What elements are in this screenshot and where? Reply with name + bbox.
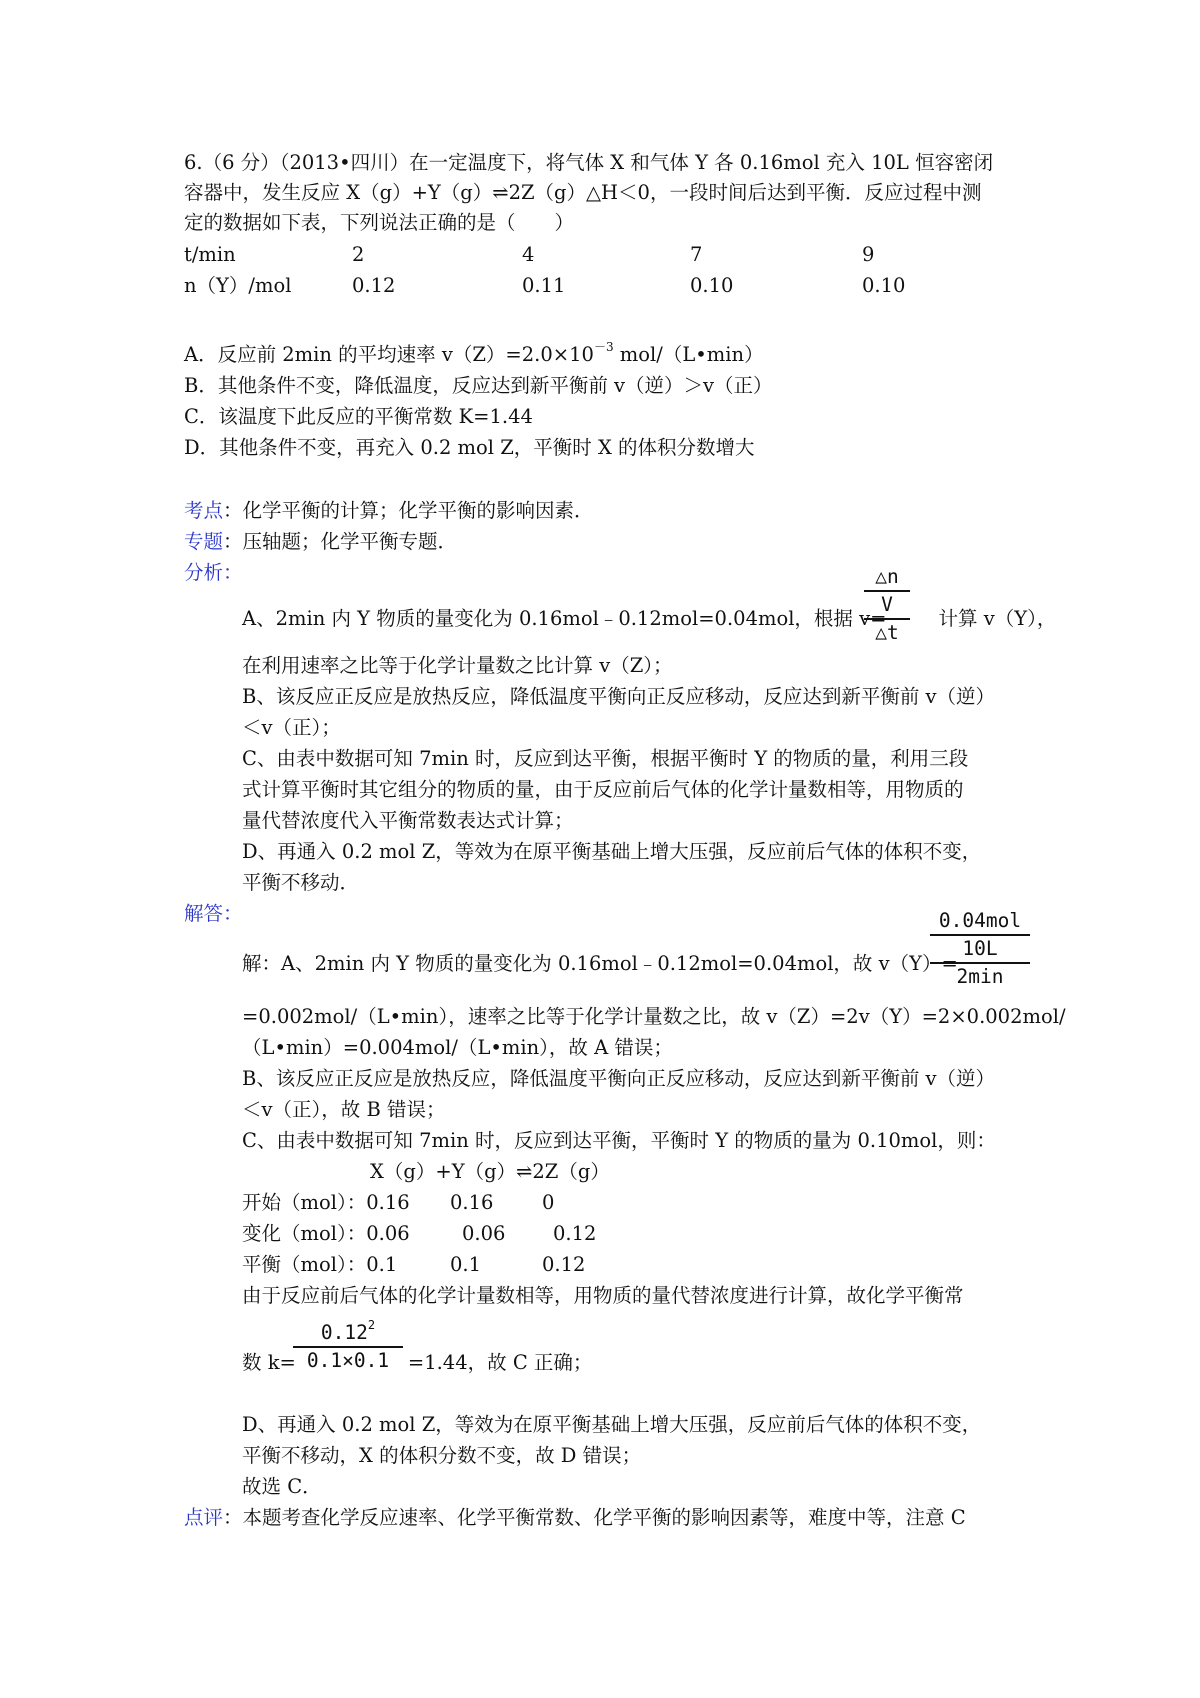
fraction-numerator: 0.04mol: [938, 909, 1022, 932]
fenxi-c-line-1: C、由表中数据可知 7min 时，反应到达平衡，根据平衡时 Y 的物质的量，利用三段: [242, 747, 969, 770]
kaodian-label: 考点: [184, 499, 224, 522]
jieda-label: 解答：: [184, 902, 243, 925]
zhuanti-text: ：压轴题；化学平衡专题．: [223, 530, 458, 553]
stage-cell: 0.12: [542, 1253, 586, 1276]
stage-cell: 0.06: [462, 1222, 506, 1245]
table-cell: 0.12: [352, 274, 396, 297]
fenxi-c-line-2: 式计算平衡时其它组分的物质的量，由于反应前后气体的化学计量数相等，用物质的: [242, 778, 964, 801]
fenxi-a-line-1: [242, 604, 1056, 634]
stage-cell: 0: [542, 1191, 555, 1214]
k-numerator-exponent: 2: [367, 1318, 376, 1332]
fenxi-a-text-end: 计算 v（Y），: [938, 607, 1057, 630]
stage-cell: 平衡（mol）：0.1: [242, 1253, 398, 1276]
reaction-equation: X（g）+Y（g）⇌2Z（g）: [370, 1160, 610, 1183]
k-numerator-value: 0.12: [320, 1321, 368, 1344]
stage-cell: 开始（mol）：0.16: [242, 1191, 410, 1214]
option-d: D．其他条件不变，再充入 0.2 mol Z，平衡时 X 的体积分数增大: [184, 436, 755, 459]
jieda-b-line-1: B、该反应正反应是放热反应，降低温度平衡向正反应移动，反应达到新平衡前 v（逆）: [242, 1067, 996, 1090]
dianping-line: [184, 1503, 966, 1533]
jieda-b-line-2: ＜v（正），故 B 错误；: [242, 1098, 446, 1121]
dianping-label: 点评: [184, 1506, 224, 1529]
kaodian-text: ：化学平衡的计算；化学平衡的影响因素．: [223, 499, 594, 522]
option-a-unit: mol/（L•min）: [613, 343, 764, 366]
question-line-3: 定的数据如下表，下列说法正确的是（ ）: [184, 211, 575, 234]
fenxi-d-line-1: D、再通入 0.2 mol Z，等效为在原平衡基础上增大压强，反应前后气体的体积不变，: [242, 840, 982, 863]
stage-cell: 0.12: [553, 1222, 597, 1245]
option-a: [184, 340, 764, 370]
dianping-text: ：本题考查化学反应速率、化学平衡常数、化学平衡的影响因素等，难度中等，注意 C: [223, 1506, 966, 1529]
fenxi-b-line-1: B、该反应正反应是放热反应，降低温度平衡向正反应移动，反应达到新平衡前 v（逆）: [242, 685, 996, 708]
fenxi-b-line-2: ＜v（正）；: [242, 716, 341, 739]
table-cell: 0.10: [690, 274, 734, 297]
option-a-exponent: －3: [593, 340, 614, 354]
equilibrium-constant-fraction: [293, 1320, 403, 1374]
table-cell: 9: [862, 243, 875, 266]
jieda-a-line-3: （L•min）=0.004mol/（L•min），故 A 错误；: [242, 1036, 673, 1059]
k-prefix: 数 k=: [242, 1351, 296, 1374]
stage-cell: 变化（mol）：0.06: [242, 1222, 410, 1245]
rate-formula-fraction: [864, 564, 910, 646]
kaodian-line: [184, 496, 594, 526]
jieda-c-line-2: 由于反应前后气体的化学计量数相等，用物质的量代替浓度进行计算，故化学平衡常: [242, 1284, 964, 1307]
rate-value-fraction: [930, 908, 1030, 990]
jieda-c-line-1: C、由表中数据可知 7min 时，反应到达平衡，平衡时 Y 的物质的量为 0.10mol，则：: [242, 1129, 996, 1152]
option-b: B．其他条件不变，降低温度，反应达到新平衡前 v（逆）＞v（正）: [184, 374, 773, 397]
table-cell: 0.10: [862, 274, 906, 297]
fraction-middle: V: [864, 592, 910, 620]
zhuanti-label: 专题: [184, 530, 224, 553]
fraction-numerator: △n: [875, 565, 899, 588]
stage-cell: 0.16: [450, 1191, 494, 1214]
zhuanti-line: [184, 527, 457, 557]
option-a-text: A．反应前 2min 的平均速率 v（Z）=2.0×10: [184, 343, 594, 366]
fraction-denominator: 2min: [956, 965, 1004, 988]
fenxi-a-line-2: 在利用速率之比等于化学计量数之比计算 v（Z）；: [242, 654, 673, 677]
fraction-denominator: 0.1×0.1: [306, 1349, 390, 1372]
table-cell: 2: [352, 243, 365, 266]
table-cell: 4: [522, 243, 535, 266]
fraction-middle: 10L: [930, 936, 1030, 964]
jieda-answer: 故选 C．: [242, 1475, 322, 1498]
fenxi-label: 分析：: [184, 561, 243, 584]
table-cell: 0.11: [522, 274, 566, 297]
table-cell: t/min: [184, 243, 236, 266]
jieda-d-line-1: D、再通入 0.2 mol Z，等效为在原平衡基础上增大压强，反应前后气体的体积不变，: [242, 1413, 982, 1436]
jieda-a-line-1: 解：A、2min 内 Y 物质的量变化为 0.16mol﹣0.12mol=0.04mol，故 v（Y）=: [242, 952, 958, 975]
table-cell: n（Y）/mol: [184, 274, 292, 297]
fenxi-d-line-2: 平衡不移动．: [242, 871, 360, 894]
jieda-d-line-2: 平衡不移动，X 的体积分数不变，故 D 错误；: [242, 1444, 642, 1467]
question-line-1: 6.（6 分）（2013•四川）在一定温度下，将气体 X 和气体 Y 各 0.16mol 充入 10L 恒容密闭: [184, 151, 994, 174]
fraction-numerator: [293, 1320, 403, 1346]
jieda-a-line-2: =0.002mol/（L•min），速率之比等于化学计量数之比，故 v（Z）=2v（Y）=2×0.002mol/: [242, 1005, 1066, 1028]
option-c: C．该温度下此反应的平衡常数 K=1.44: [184, 405, 533, 428]
fenxi-c-line-3: 量代替浓度代入平衡常数表达式计算；: [242, 809, 574, 832]
fenxi-a-text: A、2min 内 Y 物质的量变化为 0.16mol﹣0.12mol=0.04mol，根据 v=: [242, 607, 887, 630]
stage-cell: 0.1: [450, 1253, 482, 1276]
question-line-2: 容器中，发生反应 X（g）+Y（g）⇌2Z（g）△H＜0，一段时间后达到平衡．反应过程中测: [184, 181, 982, 204]
k-result: =1.44，故 C 正确；: [407, 1351, 593, 1374]
fraction-denominator: △t: [875, 621, 899, 644]
table-cell: 7: [690, 243, 703, 266]
